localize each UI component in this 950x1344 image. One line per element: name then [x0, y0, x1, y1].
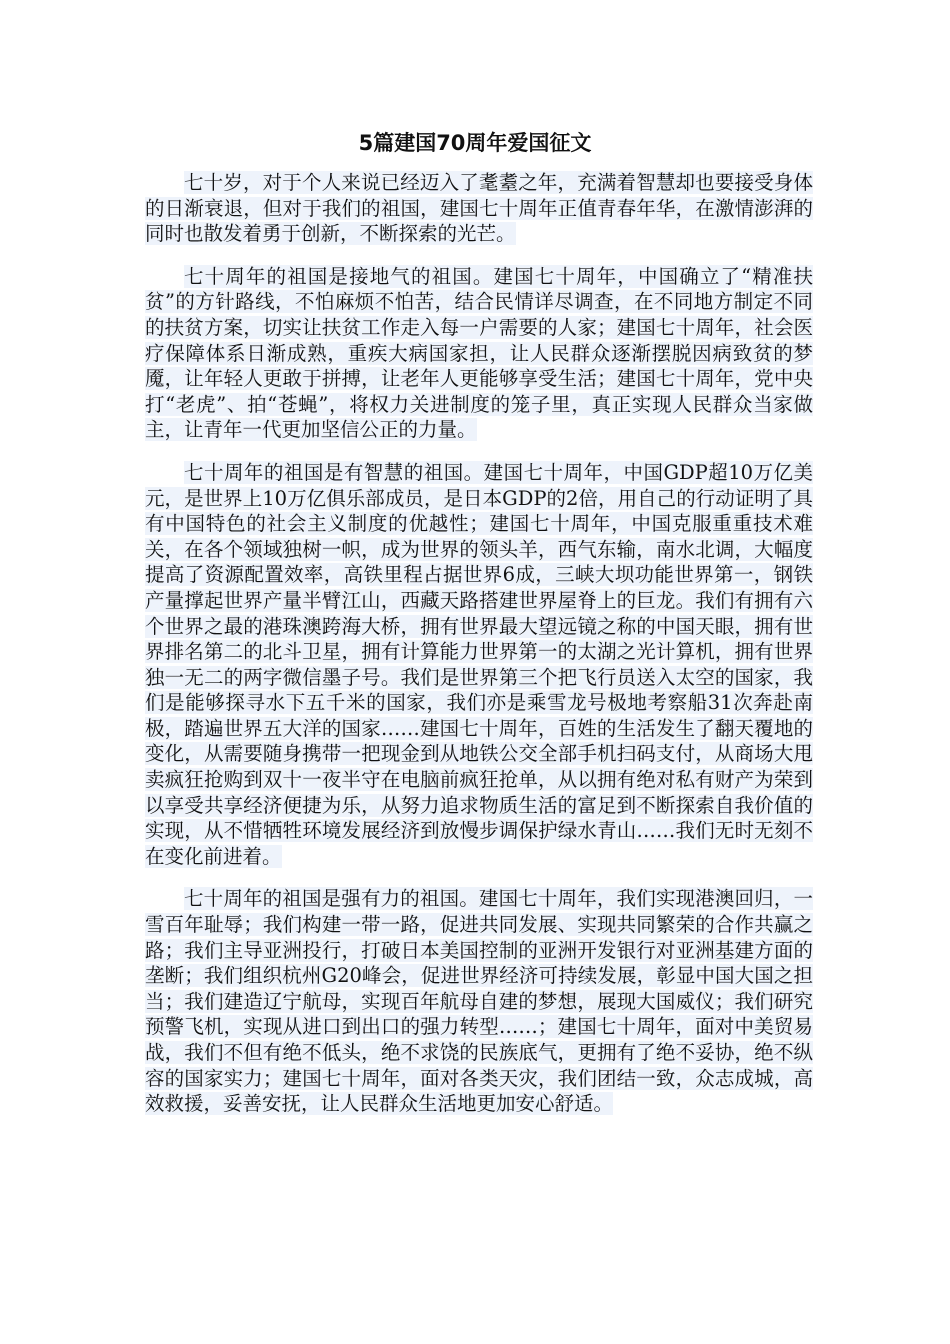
- paragraph-3-text: 七十周年的祖国是有智慧的祖国。建国七十周年，中国GDP超10万亿美元，是世界上10万亿俱乐部成员，是日本GDP的2倍，用自己的行动证明了具有中国特色的社会主义制度的优越性；建国七十周年，中国克服重重技术难关，在各个领域独树一帜，成为世界的领头羊，西气东输，南水北调，大幅度提高了资源配置效率，高铁里程占据世界6成，三峡大坝功能世界第一，钢铁产量撑起世界产量半臂江山，西藏天路搭建世界屋脊上的巨龙。我们有拥有六个世界之最的港珠澳跨海大桥，拥有世界最大望远镜之称的中国天眼，拥有世界排名第二的北斗卫星，拥有计算能力世界第一的太湖之光计算机，拥有世界独一无二的两字微信墨子号。我们是世界第三个把飞行员送入太空的国家，我们是能够探寻水下五千米的国家，我们亦是乘雪龙号极地考察船31次奔赴南极，踏遍世界五大洋的国家……建国七十周年，百姓的生活发生了翻天覆地的变化，从需要随身携带一把现金到从地铁公交全部手机扫码支付，从商场大甩卖疯狂抢购到双十一夜半守在电脑前疯狂抢单，从以拥有绝对私有财产为荣到以享受共享经济便捷为乐，从努力追求物质生活的富足到不断探索自我价值的实现，从不惜牺牲环境发展经济到放慢步调保护绿水青山……我们无时无刻不在变化前进着。: [145, 460, 813, 868]
- paragraph-2: [145, 264, 813, 443]
- paragraph-1: [145, 170, 813, 247]
- paragraph-1-text: 七十岁，对于个人来说已经迈入了耄耋之年，充满着智慧却也要接受身体的日渐衰退，但对于我们的祖国，建国七十周年正值青春年华，在激情澎湃的同时也散发着勇于创新，不断探索的光芒。: [145, 171, 813, 246]
- paragraph-4: [145, 886, 813, 1116]
- paragraph-3: [145, 460, 813, 870]
- paragraph-4-text: 七十周年的祖国是强有力的祖国。建国七十周年，我们实现港澳回归，一雪百年耻辱；我们构建一带一路，促进共同发展、实现共同繁荣的合作共赢之路；我们主导亚洲投行，打破日本美国控制的亚洲开发银行对亚洲基建方面的垄断；我们组织杭州G20峰会，促进世界经济可持续发展，彰显中国大国之担当；我们建造辽宁航母，实现百年航母自建的梦想，展现大国威仪；我们研究预警飞机，实现从进口到出口的强力转型……；建国七十周年，面对中美贸易战，我们不但有绝不低头，绝不求饶的民族底气，更拥有了绝不妥协，绝不纵容的国家实力；建国七十周年，面对各类天灾，我们团结一致，众志成城，高效救援，妥善安抚，让人民群众生活地更加安心舒适。: [145, 887, 813, 1116]
- document-title: 5篇建国70周年爱国征文: [358, 131, 592, 155]
- document-body: [145, 170, 813, 1134]
- paragraph-2-text: 七十周年的祖国是接地气的祖国。建国七十周年，中国确立了“精准扶贫”的方针路线，不怕麻烦不怕苦，结合民情详尽调查，在不同地方制定不同的扶贫方案，切实让扶贫工作走入每一户需要的人家；建国七十周年，社会医疗保障体系日渐成熟，重疾大病国家担，让人民群众逐渐摆脱因病致贫的梦魇，让年轻人更敢于拼搏，让老年人更能够享受生活；建国七十周年，党中央打“老虎”、拍“苍蝇”，将权力关进制度的笼子里，真正实现人民群众当家做主，让青年一代更加坚信公正的力量。: [145, 264, 813, 442]
